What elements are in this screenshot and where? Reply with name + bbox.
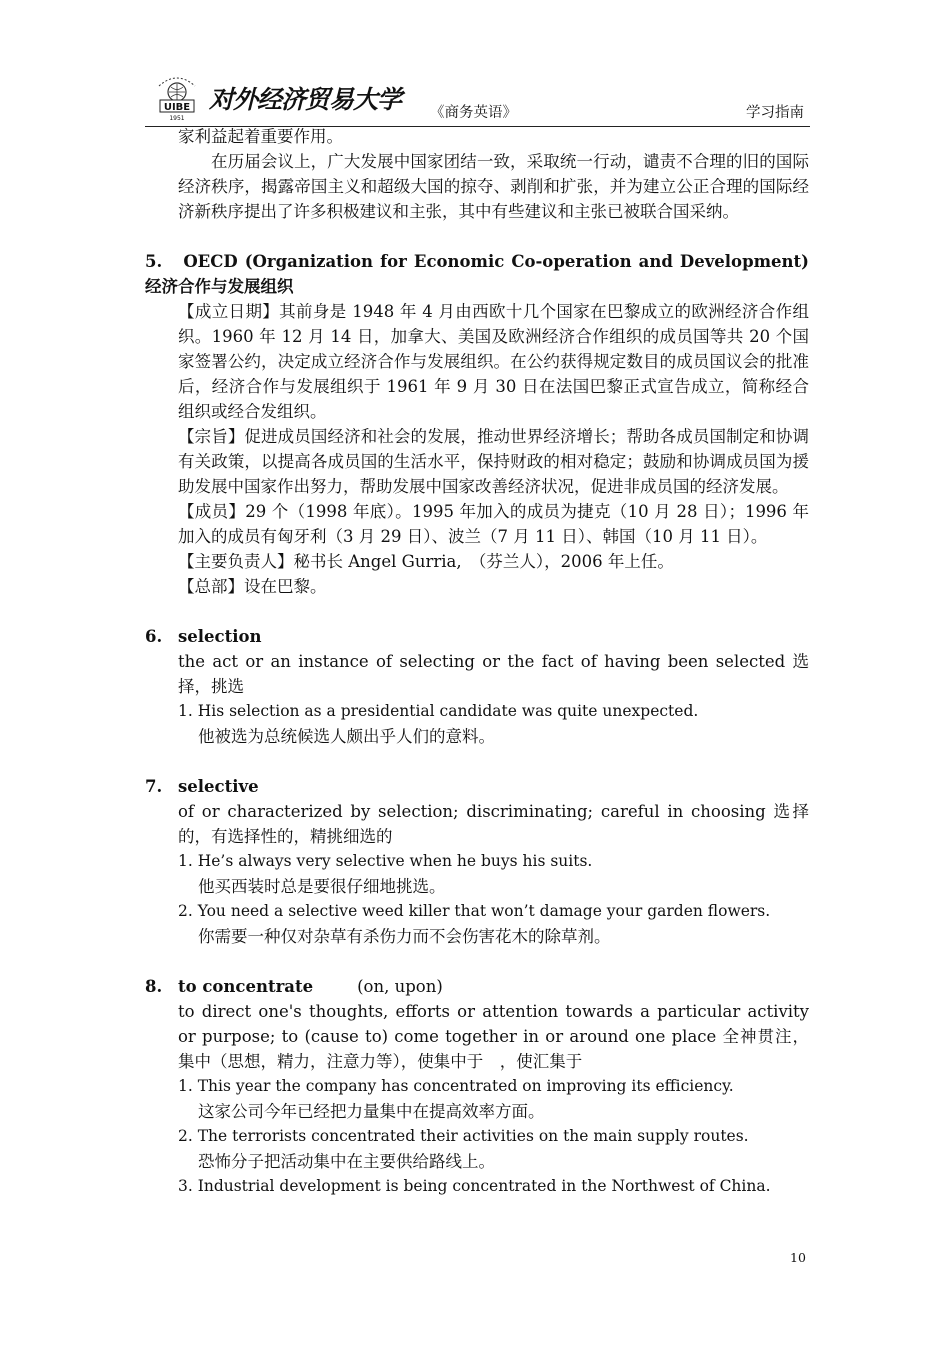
headquarters: 【总部】设在巴黎。 [178,577,327,596]
aim: 【宗旨】促进成员国经济和社会的发展，推动世界经济增长；帮助各成员国制定和协调有关政策，以提高各成员国的生活水平，保持财政的相对稳定；鼓励和协调成员国为援助发展中国家作出努力，帮助发展中国家改善经济状况，促进非成员国的经济发展。 [178,427,809,496]
example-en: 1. He’s always very selective when he buys his suits. [178,852,593,870]
study-guide-label: 学习指南 [746,105,804,121]
intro-paragraph: 在历届会议上，广大发展中国家团结一致，采取统一行动，谴责不合理的旧的国际经济秩序，揭露帝国主义和超级大国的掠夺、剥削和扩张，并为建立公正合理的国际经济新秩序提出了许多积极建议和主张，其中有些建议和主张已被联合国采纳。 [178,152,809,221]
entry-word: selective [178,777,259,796]
entry-number: 5. [145,252,163,271]
page-number: 10 [790,1250,806,1265]
example-en: 3. Industrial development is being concentrated in the Northwest of China. [178,1177,771,1195]
founding-date: 【成立日期】其前身是 1948 年 4 月由西欧十几个国家在巴黎成立的欧洲经济合作组织。1960 年 12 月 14 日，加拿大、美国及欧洲经济合作组织的成员国等共 20 个国家签署公约，决定成立经济合作与发展组织。在公约获得规定数目的成员国议会的批准后，经济合作与发展组织于 1961 年 9 月 30 日在法国巴黎正式宣告成立，简称经合组织或经合发组织。 [178,302,809,421]
entry-heading [145,774,809,799]
entry-word: selection [178,627,262,646]
entry-heading [145,974,809,999]
entry-word: to concentrate [178,977,314,996]
entry-number: 8. [145,977,163,996]
example-zh: 你需要一种仅对杂草有杀伤力而不会伤害花木的除草剂。 [198,927,611,946]
definition: of or characterized by selection; discriminating; careful in choosing 选择的，有选择性的，精挑细选的 [178,802,809,846]
university-name-calligraphy: 对外经济贸易大学 [209,85,402,114]
page-header [145,70,810,127]
entry-number: 6. [145,627,163,646]
example-en: 1. His selection as a presidential candidate was quite unexpected. [178,702,699,720]
definition: to direct one's thoughts, efforts or attention towards a particular activity or purpose; to (cause to) come together in or around one place 全神贯注，集中（思想，精力，注意力等），使集中于 ，使汇集于 [178,1002,809,1071]
book-title: 《商务英语》 [430,105,517,121]
example-zh: 他买西装时总是要很仔细地挑选。 [198,877,446,896]
logo-text: UIBE [163,102,191,113]
page-content [145,124,809,1199]
example-zh: 恐怖分子把活动集中在主要供给路线上。 [198,1152,495,1171]
entry-heading [145,624,809,649]
university-logo [151,72,203,122]
entry-number: 7. [145,777,163,796]
entry-selective [145,774,809,949]
entry-selection [145,624,809,749]
definition: the act or an instance of selecting or the fact of having been selected 选择，挑选 [178,652,809,696]
intro-line: 家利益起着重要作用。 [178,127,343,146]
logo-year: 1951 [169,115,185,122]
entry-heading [145,249,809,299]
entry-prepositions: (on, upon) [357,977,443,996]
example-zh: 他被选为总统候选人颇出乎人们的意料。 [198,727,495,746]
leader: 【主要负责人】秘书长 Angel Gurria, （芬兰人），2006 年上任。 [178,552,674,571]
example-en: 2. The terrorists concentrated their activities on the main supply routes. [178,1127,749,1145]
entry-concentrate [145,974,809,1199]
example-en: 2. You need a selective weed killer that won’t damage your garden flowers. [178,902,771,920]
example-zh: 这家公司今年已经把力量集中在提高效率方面。 [198,1102,545,1121]
example-en: 1. This year the company has concentrated on improving its efficiency. [178,1077,734,1095]
entry-oecd [145,249,809,599]
entry-title: OECD (Organization for Economic Co-operation and Development)经济合作与发展组织 [145,252,809,296]
members: 【成员】29 个（1998 年底）。1995 年加入的成员为捷克（10 月 28 日）；1996 年加入的成员有匈牙利（3 月 29 日）、波兰（7 月 11 日）、韩国（10 月 11 日）。 [178,502,809,546]
